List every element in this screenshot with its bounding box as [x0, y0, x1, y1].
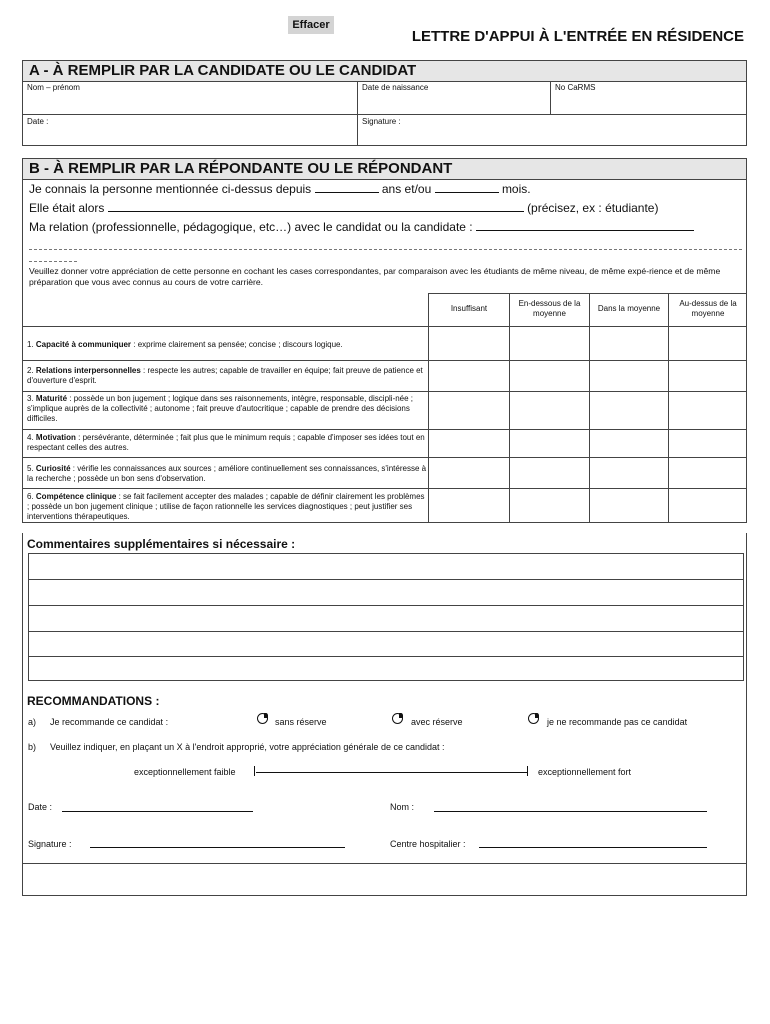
- rec-signature-label: Signature :: [28, 839, 72, 849]
- known-since-line: [29, 181, 531, 196]
- criterion-6: 6. Compétence clinique : se fait facilement accepter des malades ; capable de définir clairement les problèmes ; possède un bon jugement clinique ; utilise de façon rationnelle les services diagnostiques ; peut justifier ses interventions thérapeutiques.: [27, 492, 425, 521]
- months-label: mois.: [501, 182, 531, 196]
- status-line: [29, 200, 658, 215]
- name-label: Nom – prénom: [27, 83, 80, 92]
- status-input[interactable]: [108, 200, 524, 212]
- rec-name-input[interactable]: [434, 811, 707, 812]
- scale-low-label: exceptionnellement faible: [134, 767, 236, 777]
- carms-label: No CaRMS: [555, 83, 596, 92]
- section-a: [22, 60, 747, 146]
- years-input[interactable]: [315, 181, 379, 193]
- carms-field[interactable]: [551, 81, 747, 115]
- section-b-heading: B - À REMPLIR PAR LA RÉPONDANTE OU LE RÉPONDANT: [23, 159, 746, 180]
- criterion-1: 1. Capacité à communiquer : exprime clairement sa pensée; concise ; discours logique.: [27, 340, 343, 349]
- relation-text: Ma relation (professionnelle, pédagogique, etc…) avec le candidat ou la candidate :: [29, 220, 473, 234]
- years-label: ans et/ou: [381, 182, 432, 196]
- rec-a-text: Je recommande ce candidat :: [50, 717, 169, 727]
- criterion-5: 5. Curiosité : vérifie les connaissances aux sources ; améliore continuellement ses connaissances, s'intéresse à la recherche ; possède un bon sens d'observation.: [27, 464, 427, 483]
- col-insufficient: Insuffisant: [450, 304, 488, 313]
- rec-hospital-label: Centre hospitalier :: [390, 839, 466, 849]
- criterion-4: 4. Motivation : persévérante, déterminée ; fait plus que le minimum requis ; capable d'imposer ses idées tout en respectant celles des autres.: [27, 433, 425, 452]
- rec-b-text: Veuillez indiquer, en plaçant un X à l'endroit approprié, votre appréciation générale de ce candidat :: [50, 742, 445, 752]
- known-since-text: Je connais la personne mentionnée ci-dessus depuis: [29, 182, 312, 196]
- clear-button[interactable]: Effacer: [288, 16, 334, 34]
- status-text: Elle était alors: [29, 201, 105, 215]
- rec-hospital-input[interactable]: [479, 847, 707, 848]
- radio-icon-with-reservation[interactable]: [392, 713, 403, 724]
- relation-input[interactable]: [476, 219, 694, 231]
- signature-label: Signature :: [362, 117, 401, 126]
- section-a-heading: A - À REMPLIR PAR LA CANDIDATE OU LE CANDIDAT: [23, 61, 746, 82]
- relation-line: [29, 219, 694, 234]
- name-field[interactable]: [23, 81, 358, 115]
- instructions: Veuillez donner votre appréciation de cette personne en cochant les cases correspondantes, par comparaison avec les étudiants de même niveau, de même expé-rience et de même préparation que vous avec connus au cours de votre carrière.: [29, 266, 721, 287]
- dob-label: Date de naissance: [362, 83, 429, 92]
- option-with-reservation: avec réserve: [411, 717, 463, 727]
- dob-field[interactable]: [358, 81, 551, 115]
- rec-name-label: Nom :: [390, 802, 415, 812]
- radio-icon-not-recommended[interactable]: [528, 713, 539, 724]
- document-title: LETTRE D'APPUI À L'ENTRÉE EN RÉSIDENCE: [411, 28, 744, 45]
- criterion-2: 2. Relations interpersonnelles : respecte les autres; capable de travailler en équipe; fait preuve de patience et d'ouverture d'esprit.: [27, 366, 423, 385]
- relation-continuation-line-2[interactable]: [29, 261, 77, 262]
- radio-icon-no-reservation[interactable]: [257, 713, 268, 724]
- rec-date-label: Date :: [28, 802, 53, 812]
- date-field[interactable]: [23, 115, 358, 146]
- relation-continuation-line[interactable]: [29, 249, 742, 250]
- rec-date-input[interactable]: [62, 811, 253, 812]
- status-hint: (précisez, ex : étudiante): [527, 201, 659, 215]
- date-label: Date :: [27, 117, 49, 126]
- rec-signature-input[interactable]: [90, 847, 345, 848]
- appreciation-scale[interactable]: [256, 772, 527, 773]
- option-not-recommended: je ne recommande pas ce candidat: [547, 717, 688, 727]
- col-average: Dans la moyenne: [597, 304, 661, 313]
- recommendations-label: RECOMMANDATIONS :: [27, 694, 160, 708]
- col-below-average: En-dessous de la moyenne: [518, 299, 581, 318]
- criterion-3: 3. Maturité : possède un bon jugement ; logique dans ses raisonnements, intègre, responsable, discipli-née ; s'implique auprès de la collectivité ; autonome ; fait preuve d'autocritique ; capable de prendre des décisions difficiles.: [27, 394, 414, 423]
- col-above-average: Au-dessus de la moyenne: [679, 299, 737, 318]
- rec-b-marker: b): [28, 742, 37, 752]
- option-no-reservation: sans réserve: [275, 717, 327, 727]
- months-input[interactable]: [435, 181, 499, 193]
- comments-label: Commentaires supplémentaires si nécessaire :: [27, 537, 296, 551]
- lower-section-frame: [22, 533, 747, 896]
- section-b: [22, 158, 747, 523]
- rec-a-marker: a): [28, 717, 37, 727]
- scale-high-label: exceptionnellement fort: [538, 767, 632, 777]
- signature-field[interactable]: [358, 115, 747, 146]
